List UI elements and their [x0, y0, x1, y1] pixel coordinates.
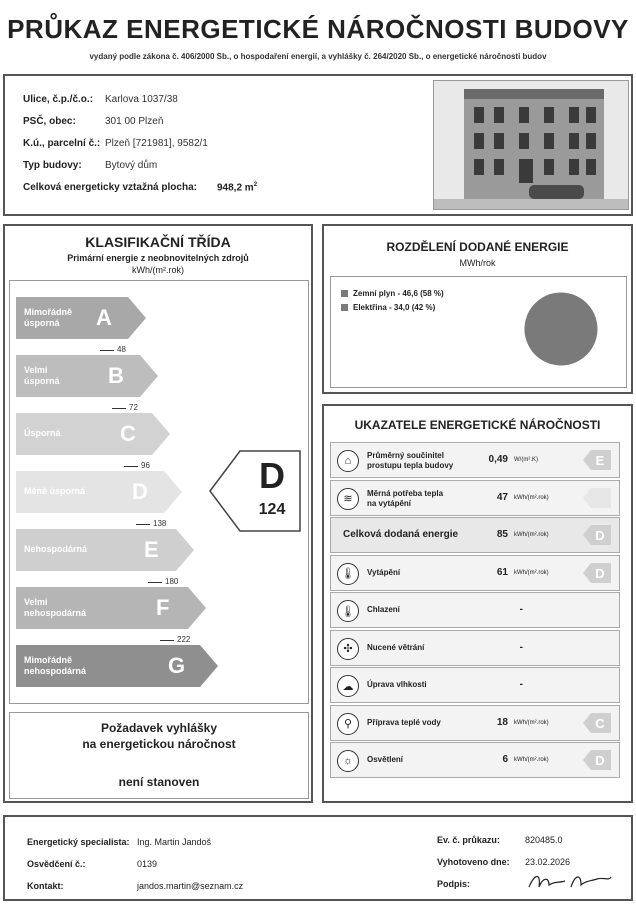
- indicator-name: Průměrný součinitel prostupu tepla budovy: [367, 451, 454, 470]
- type-label: Typ budovy:: [23, 160, 82, 171]
- legend-label: Zemní plyn - 46,6 (58 %): [353, 289, 444, 298]
- indicator-class-badge: [583, 750, 611, 770]
- distribution-title: ROZDĚLENÍ DODANÉ ENERGIE: [386, 240, 569, 254]
- building-photo: [433, 80, 629, 210]
- class-letter-d: D: [132, 479, 148, 504]
- indicator-name: Měrná potřeba tepla na vytápění: [367, 488, 444, 508]
- document-subtitle: vydaný podle zákona č. 406/2000 Sb., o hospodaření energií, a vyhlášky č. 264/2020 Sb., o energetické náročnosti budov: [89, 52, 547, 61]
- house-icon: ⌂: [337, 450, 359, 472]
- street-label: Ulice, č.p./č.o.:: [23, 94, 94, 105]
- legend-item: [341, 303, 435, 312]
- cooling-icon: 🌡: [337, 600, 359, 622]
- class-letter-b: B: [108, 363, 124, 388]
- class-label-e: Nehospodárná: [24, 544, 88, 554]
- threshold-value: 72: [129, 403, 138, 412]
- indicator-unit: kWh/(m².rok): [514, 569, 549, 576]
- indicator-name: Úprava vlhkosti: [367, 680, 427, 689]
- ku-value: Plzeň [721981], 9582/1: [105, 138, 208, 149]
- indicators-title: UKAZATELE ENERGETICKÉ NÁROČNOSTI: [354, 418, 601, 432]
- area-label: Celková energeticky vztažná plocha:: [23, 182, 197, 193]
- indicator-value: 0,49: [488, 454, 508, 465]
- threshold-tick: [136, 524, 150, 525]
- requirement-title-2: na energetickou náročnost: [82, 737, 236, 751]
- indicator-unit: W/(m².K): [514, 457, 538, 463]
- indicator-row: [330, 592, 620, 628]
- svg-text:E: E: [595, 453, 605, 468]
- indicator-value: 61: [496, 566, 508, 578]
- class-label-a: Mimořádně úsporná: [24, 307, 73, 328]
- indicator-value: 6: [502, 754, 508, 765]
- class-label-g: Mimořádně nehospodárná: [24, 655, 87, 676]
- indicator-row: [330, 480, 620, 516]
- indicator-unit: kWh/(m².rok): [514, 494, 549, 501]
- legend-label: Elektřina - 34,0 (42 %): [353, 303, 436, 312]
- date-value: 23.02.2026: [525, 857, 571, 867]
- svg-text:D: D: [595, 528, 605, 543]
- class-label-f: Velmi nehospodárná: [24, 597, 87, 618]
- classification-subtitle: Primární energie z neobnovitelných zdrojů: [67, 253, 249, 263]
- street-value: Karlova 1037/38: [105, 94, 178, 105]
- threshold-value: 222: [177, 635, 191, 644]
- distribution-panel: [322, 224, 633, 394]
- indicator-value: 85: [496, 529, 508, 540]
- ev-value: 820485.0: [525, 835, 563, 845]
- indicator-row: [330, 442, 620, 478]
- class-letter-c: C: [120, 421, 136, 446]
- psc-label: PSČ, obec:: [23, 116, 76, 127]
- sign-label: Podpis:: [437, 879, 470, 889]
- lightbulb-icon: ☼: [337, 750, 359, 772]
- class-scale: [9, 280, 309, 704]
- threshold-value: 138: [153, 519, 167, 528]
- distribution-unit: MWh/rok: [459, 258, 496, 268]
- indicator-row: [330, 630, 620, 666]
- result-class: D: [259, 455, 285, 496]
- indicator-value: -: [519, 641, 523, 653]
- heat-icon: ≋: [337, 488, 359, 510]
- indicator-class-badge: [583, 525, 611, 545]
- cert-value: 0139: [137, 859, 158, 869]
- indicators-panel: [322, 404, 633, 803]
- indicator-class-badge: [583, 488, 611, 508]
- requirement-value: není stanoven: [118, 775, 200, 789]
- indicator-unit: kWh/(m².rok): [514, 757, 549, 763]
- classification-title: KLASIFIKAČNÍ TŘÍDA: [85, 234, 231, 250]
- threshold-value: 180: [165, 577, 179, 586]
- legend-swatch: [341, 290, 348, 297]
- document-title: PRŮKAZ ENERGETICKÉ NÁROČNOSTI BUDOVY: [7, 14, 629, 44]
- indicator-name: Vytápění: [367, 567, 401, 577]
- indicator-name: Osvětlení: [367, 755, 404, 764]
- indicator-name: Příprava teplé vody: [367, 717, 441, 727]
- indicator-unit: kWh/(m².rok): [514, 532, 549, 538]
- type-value: Bytový dům: [105, 160, 158, 171]
- requirement-box: [9, 712, 309, 799]
- requirement-title-1: Požadavek vyhlášky: [100, 721, 218, 735]
- building-info-box: [3, 74, 633, 216]
- indicator-unit: kWh/(m².rok): [514, 719, 549, 726]
- indicator-row: [330, 742, 620, 778]
- class-letter-e: E: [144, 537, 159, 562]
- indicator-class-badge: [583, 713, 611, 733]
- svg-text:D: D: [595, 753, 605, 768]
- ev-label: Ev. č. průkazu:: [437, 835, 500, 845]
- indicator-name: Nucené větrání: [367, 642, 425, 652]
- class-label-d: Méně úsporná: [24, 486, 86, 496]
- threshold-tick: [148, 582, 162, 583]
- threshold-tick: [112, 408, 126, 409]
- class-letter-a: A: [96, 305, 112, 330]
- distribution-chart: [330, 276, 627, 388]
- indicator-value: 47: [496, 491, 508, 503]
- indicator-class-badge: [583, 450, 611, 470]
- indicator-value: -: [519, 604, 523, 615]
- heating-icon: 🌡: [337, 563, 359, 585]
- specialist-label: Energetický specialista:: [27, 837, 130, 847]
- legend-item: [341, 289, 444, 298]
- result-value: 124: [258, 501, 286, 518]
- class-label-c: Úsporná: [24, 428, 61, 438]
- threshold-tick: [100, 350, 114, 351]
- fan-icon: ✣: [337, 638, 359, 660]
- humidity-icon: ☁: [337, 675, 359, 697]
- threshold-value: 48: [117, 345, 126, 354]
- svg-text:D: D: [595, 565, 605, 581]
- indicator-name: Chlazení: [367, 605, 400, 614]
- specialist-value: Ing. Martin Jandoš: [137, 837, 212, 847]
- area-value: 948,2 $m^2$: [217, 182, 258, 194]
- pie-chart: [521, 289, 601, 369]
- ku-label: K.ú., parcelní č.:: [23, 138, 101, 149]
- svg-text:C: C: [595, 715, 605, 731]
- class-label-b: Velmi úsporná: [24, 365, 60, 386]
- indicator-row: [330, 705, 620, 741]
- faucet-icon: ⚲: [337, 713, 359, 735]
- indicator-class-badge: [583, 563, 611, 583]
- footer-box: [3, 815, 633, 901]
- cert-label: Osvědčení č.:: [27, 859, 86, 869]
- threshold-value: 96: [141, 461, 150, 470]
- threshold-tick: [124, 466, 138, 467]
- date-label: Vyhotoveno dne:: [437, 857, 510, 867]
- class-letter-g: G: [168, 653, 186, 678]
- psc-value: 301 00 Plzeň: [105, 116, 164, 127]
- indicator-row: [330, 555, 620, 591]
- indicator-row: [330, 667, 620, 703]
- indicator-row: [330, 517, 620, 553]
- indicator-name: Celková dodaná energie: [343, 529, 459, 540]
- threshold-tick: [160, 640, 174, 641]
- contact-value: jandos.martin@seznam.cz: [137, 881, 244, 891]
- legend-swatch: [341, 304, 348, 311]
- class-letter-f: F: [156, 595, 170, 620]
- contact-label: Kontakt:: [27, 881, 64, 891]
- indicator-value: -: [519, 679, 523, 690]
- signature: [525, 867, 615, 895]
- classification-panel: [3, 224, 313, 803]
- indicator-value: 18: [496, 716, 508, 728]
- classification-unit: kWh/(m².rok): [132, 265, 184, 275]
